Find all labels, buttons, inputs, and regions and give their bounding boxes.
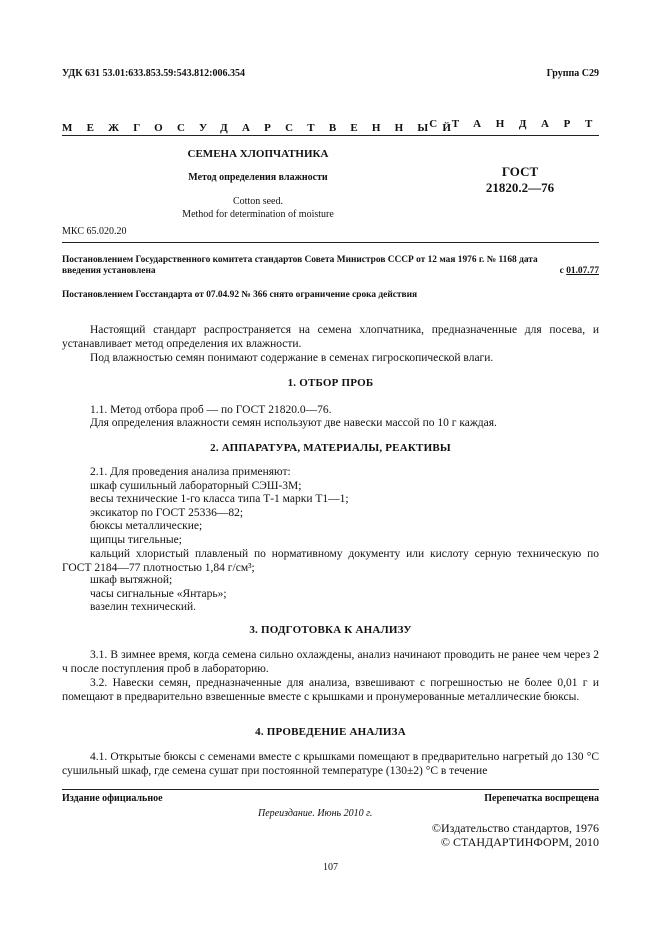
list-item: часы сигнальные «Янтарь»; xyxy=(90,587,227,600)
official-edition: Издание официальное xyxy=(62,793,163,804)
decree-date: 01.07.77 xyxy=(566,266,599,276)
footer-rule xyxy=(62,789,599,790)
english-title-2: Method for determination of moisture xyxy=(182,209,334,220)
section-3-title: 3. ПОДГОТОВКА К АНАЛИЗУ xyxy=(249,624,412,636)
list-item: шкаф сушильный лабораторный СЭШ-3М; xyxy=(90,479,302,492)
decree-line-3: Постановлением Госстандарта от 07.04.92 № 366 снято ограничение срока действия xyxy=(62,290,418,300)
gost-number: 21820.2—76 xyxy=(485,180,555,195)
intro-paragraph-1: Настоящий стандарт распространяется на семена хлопчатника, предназначенные для посева, и устанавливает метод определения их влажности. xyxy=(62,324,599,350)
list-item: эксикатор по ГОСТ 25336—82; xyxy=(90,506,244,519)
doc-subtitle: Метод определения влажности xyxy=(188,172,328,183)
list-item: бюксы металлические; xyxy=(90,520,203,532)
banner-rule xyxy=(62,135,599,136)
decree-line-2 xyxy=(62,266,599,276)
decree-date-wrap xyxy=(560,266,599,276)
title-rule xyxy=(62,242,599,243)
copyright-1: ©Издательство стандартов, 1976 xyxy=(431,821,599,835)
decree-date-prefix: с xyxy=(559,266,567,276)
section-4-title: 4. ПРОВЕДЕНИЕ АНАЛИЗА xyxy=(255,726,406,738)
reprint-notice: Перепечатка воспрещена xyxy=(484,793,599,804)
banner-left: МЕЖГОСУДАРСТВЕННЫЙ xyxy=(62,122,466,134)
banner-right: СТАНДАРТ xyxy=(429,118,607,130)
english-title-1: Cotton seed. xyxy=(233,196,283,207)
equipment-list xyxy=(90,466,349,547)
section-4-para-1: 4.1. Открытые бюксы с семенами вместе с крышками помещают в предварительно нагретый до 130 °С сушильный шкаф, где семена сушат при постоянной температуре (130±2) °С в течение xyxy=(62,751,599,777)
section-2-title: 2. АППАРАТУРА, МАТЕРИАЛЫ, РЕАКТИВЫ xyxy=(210,442,451,454)
list-item: весы технические 1-го класса типа Т-1 марки Т1—1; xyxy=(90,493,349,505)
group-code: Группа С29 xyxy=(546,68,599,79)
page-number: 107 xyxy=(323,862,338,873)
copyright-2: © СТАНДАРТИНФОРМ, 2010 xyxy=(440,835,599,849)
list-item: вазелин технический. xyxy=(90,601,197,613)
section-3-para-1: 3.1. В зимнее время, когда семена сильно охлаждены, анализ начинают проводить не ранее чем через 2 ч после поступления проб в лабораторию. xyxy=(62,649,599,675)
reissue-note: Переиздание. Июнь 2010 г. xyxy=(258,808,373,819)
intro-paragraph-2: Под влажностью семян понимают содержание в семенах гигроскопической влаги. xyxy=(90,352,494,364)
gost-label: ГОСТ xyxy=(501,164,539,179)
list-item: щипцы тигельные; xyxy=(90,533,182,546)
list-item: 2.1. Для проведения анализа применяют: xyxy=(90,466,291,478)
udk-code: УДК 631 53.01:633.853.59:543.812:006.354 xyxy=(62,68,245,79)
decree-line-1: Постановлением Государственного комитета стандартов Совета Министров СССР от 12 мая 1976 г. № 1168 дата xyxy=(62,255,538,265)
mks-code: МКС 65.020.20 xyxy=(62,226,127,237)
decree-intro-label: введения установлена xyxy=(62,266,156,276)
doc-title: СЕМЕНА ХЛОПЧАТНИКА xyxy=(187,148,329,160)
list-item: шкаф вытяжной; xyxy=(90,574,173,586)
standard-banner xyxy=(62,118,607,136)
section-1-para-2: Для определения влажности семян используют две навески массой по 10 г каждая. xyxy=(90,417,497,429)
section-1-para-1: 1.1. Метод отбора проб — по ГОСТ 21820.0—76. xyxy=(90,404,332,416)
calcium-item: кальций хлористый плавленый по нормативному документу или кислоту серную техническую по ГОСТ 2184—77 плотностью 1,84 г/см³; xyxy=(62,548,599,574)
equipment-list-2 xyxy=(90,574,227,615)
section-1-title: 1. ОТБОР ПРОБ xyxy=(287,377,374,389)
section-3-para-2: 3.2. Навески семян, предназначенные для анализа, взвешивают с погрешностью не более 0,01 г и помещают в предварительно взвешенные вместе с крышками и пронумерованные металлические бюксы. xyxy=(62,677,599,703)
